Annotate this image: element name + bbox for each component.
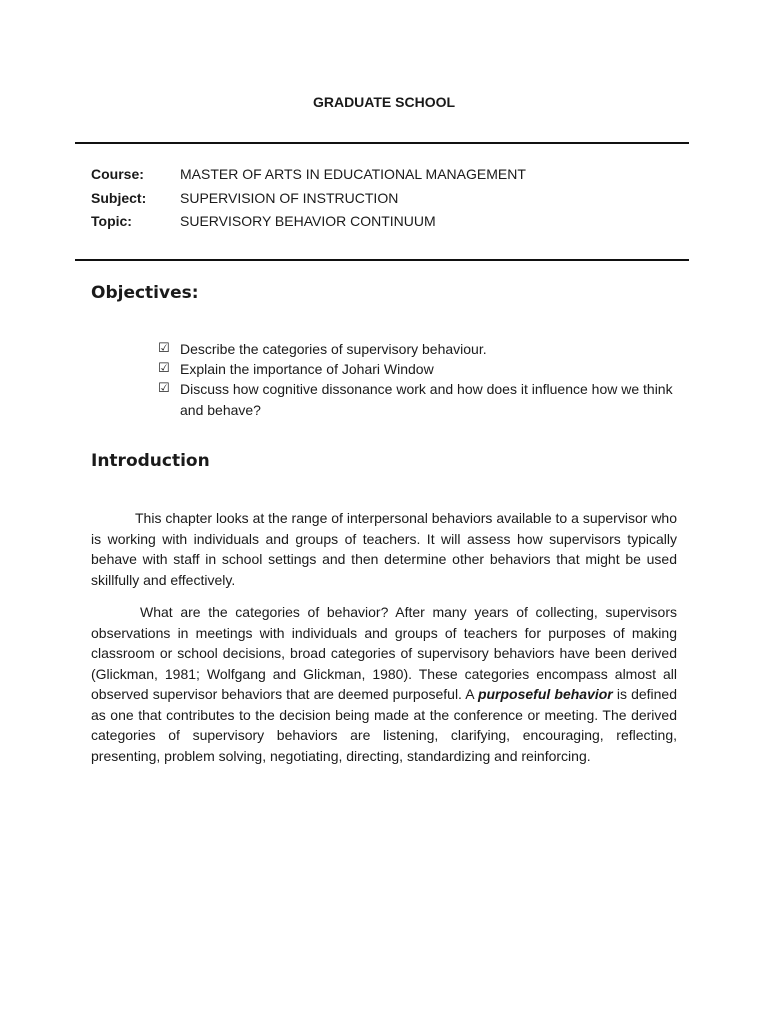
paragraph-2-text-start: What are the categories of behavior? After many years of collecting, supervisors observations in meetings with individuals and groups of teachers for purposes of making classroom or school decisions, broad categories of supervisory behaviors have been derived (Glickman, 1981; Wolfgang and Glickman, 1980). These categories encompass almost all observed supervisor behaviors that are deemed purposeful. A	[91, 604, 677, 702]
objective-text: Explain the importance of Johari Window	[180, 361, 434, 377]
introduction-heading: Introduction	[91, 451, 210, 471]
course-value: MASTER OF ARTS IN EDUCATIONAL MANAGEMENT	[180, 166, 526, 182]
intro-paragraph-1: This chapter looks at the range of interpersonal behaviors available to a supervisor who is working with individuals and groups of teachers. It will assess how supervisors typically behave with staff in school settings and then determine other behaviors that might be used skillfully and effectively.	[91, 510, 677, 588]
subject-value: SUPERVISION OF INSTRUCTION	[180, 189, 399, 206]
course-info-block	[91, 166, 526, 237]
checkbox-checked-icon: ☑	[158, 361, 170, 376]
subject-row	[91, 190, 526, 214]
page-title: GRADUATE SCHOOL	[312, 94, 456, 110]
list-item	[158, 359, 688, 379]
list-item	[158, 339, 688, 359]
objective-text: Describe the categories of supervisory behaviour.	[180, 341, 487, 357]
top-divider	[75, 142, 689, 144]
paragraph-2-text-end: is defined as one that contributes to the decision being made at the conference or meeting. The derived categories of supervisory behaviors are listening, clarifying, encouraging, reflecting, presenting, problem solving, negotiating, directing, standardizing and reinforcing.	[91, 686, 677, 764]
topic-label: Topic:	[91, 213, 132, 229]
objectives-list	[158, 339, 688, 421]
purposeful-behavior-term: purposeful behavior	[477, 686, 613, 702]
course-label: Course:	[91, 166, 144, 182]
subject-label: Subject:	[91, 189, 147, 206]
objectives-heading: Objectives:	[91, 283, 199, 303]
topic-row	[91, 213, 526, 237]
bottom-divider	[75, 259, 689, 261]
course-row	[91, 166, 526, 190]
checkbox-checked-icon: ☑	[158, 381, 170, 396]
checkbox-checked-icon: ☑	[158, 341, 170, 356]
intro-paragraph-2	[91, 602, 677, 766]
objective-text: Discuss how cognitive dissonance work and how does it influence how we think and behave?	[180, 381, 673, 418]
topic-value: SUERVISORY BEHAVIOR CONTINUUM	[180, 213, 436, 229]
list-item	[158, 379, 688, 421]
